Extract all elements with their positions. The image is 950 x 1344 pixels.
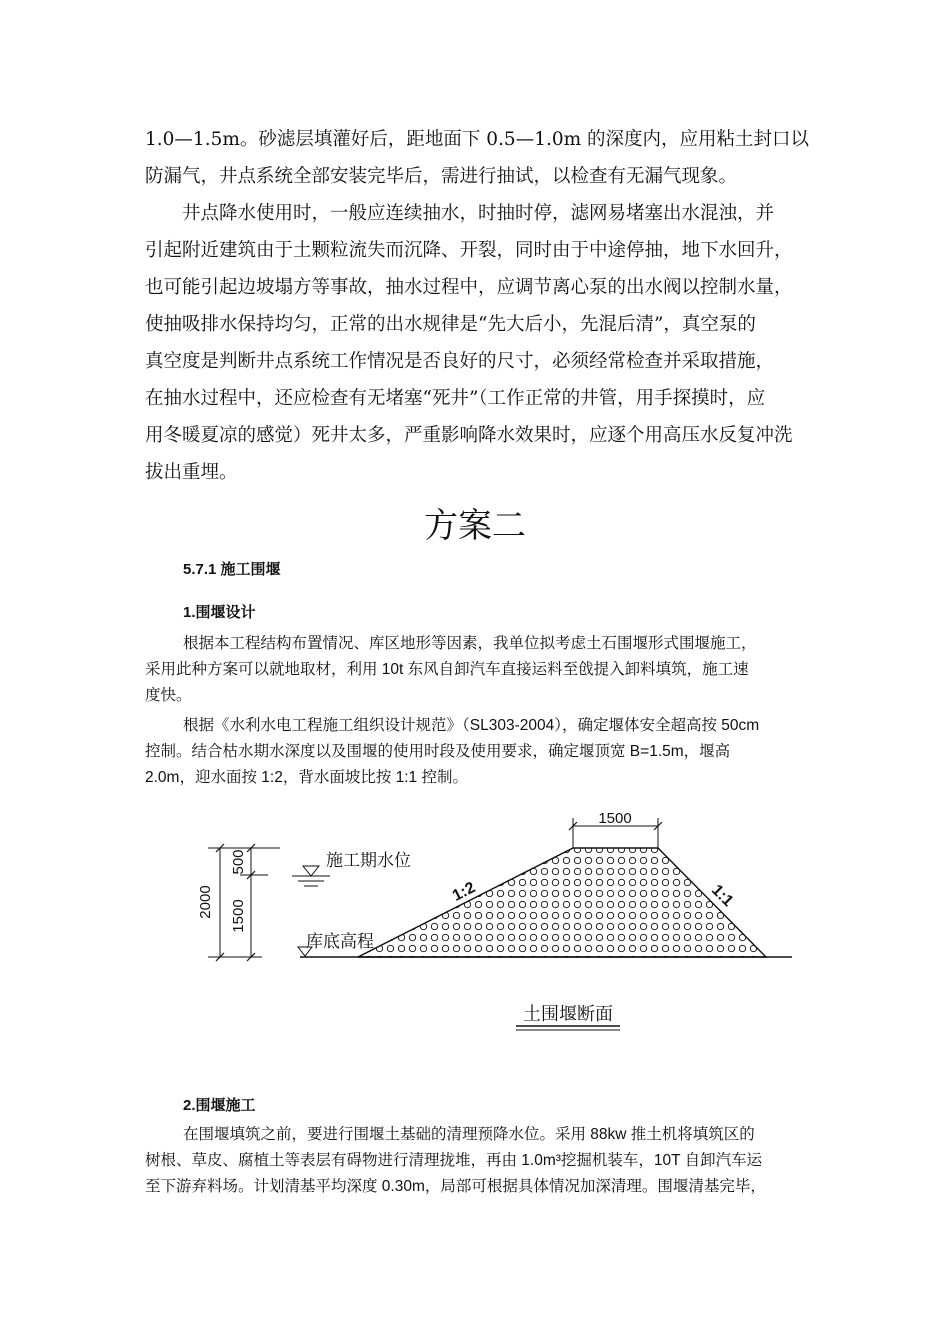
text-line: 至下游弃料场。计划清基平均深度 0.30m，局部可根据具体情况加深清理。围堰清基完毕，: [145, 1178, 766, 1195]
water-level-triangle-icon: [303, 866, 319, 876]
heading-cofferdam: 5.7.1 施工围堰: [183, 561, 281, 578]
text-line: 根据本工程结构布置情况、库区地形等因素，我单位拟考虑土石围堰形式围堰施工，: [183, 635, 757, 652]
height-dimension: [197, 844, 280, 961]
dam-body: [358, 848, 766, 957]
upstream-slope-label: 1:2: [449, 879, 479, 905]
text-line: 2.0m，迎水面按 1:2，背水面坡比按 1:1 控制。: [145, 769, 468, 786]
text-line: 采用此种方案可以就地取材，利用 10t 东风自卸汽车直接运料至戗提入卸料填筑，施工速: [145, 661, 749, 678]
text-line: 使抽吸排水保持均匀，正常的出水规律是“先大后小，先混后清”，真空泵的: [145, 314, 756, 335]
text-line: 控制。结合枯水期水深度以及围堰的使用时段及使用要求，确定堰顶宽 B=1.5m，堰高: [145, 743, 731, 760]
figure-caption: [516, 1004, 620, 1030]
text-line: 树根、草皮、腐植土等表层有碍物进行清理拢堆，再由 1.0m³挖掘机装车，10T 自卸汽车运: [145, 1152, 763, 1169]
text-line: 根据《水利水电工程施工组织设计规范》（SL303-2004），确定堰体安全超高按 50cm: [183, 717, 760, 734]
paragraph-design-1: [145, 631, 815, 709]
text-line: 真空度是判断井点系统工作情况是否良好的尺寸，必须经常检查并采取措施，: [145, 351, 775, 372]
paragraph-sealing: [145, 121, 810, 195]
page-title: 方案二: [424, 506, 526, 546]
bottom-level-marker: [298, 932, 374, 956]
text-line: 防漏气，井点系统全部安装完毕后，需进行抽试，以检查有无漏气现象。: [145, 166, 738, 187]
total-height-label: 2000: [197, 885, 214, 919]
paragraph-construction: [145, 1122, 815, 1200]
paragraph-dewatering: [145, 195, 810, 491]
water-level-label: 施工期水位: [326, 851, 411, 870]
heading-construction: 2.围堰施工: [183, 1097, 256, 1114]
caption-text: 土围堰断面: [523, 1004, 613, 1024]
downstream-slope-label: 1:1: [707, 881, 737, 911]
top-width-label: 1500: [598, 810, 632, 827]
text-line: 在围堰填筑之前，要进行围堰土基础的清理预降水位。采用 88kw 推土机将填筑区的: [183, 1126, 755, 1143]
text-line: 拔出重埋。: [145, 462, 238, 483]
text-line: 1.0—1.5m。砂滤层填灌好后，距地面下 0.5—1.0m 的深度内，应用粘土封口以: [145, 129, 810, 150]
top-width-dimension: [569, 810, 662, 848]
bottom-level-label: 库底高程: [306, 932, 374, 951]
water-depth-label: 1500: [230, 899, 247, 933]
text-line: 也可能引起边坡塌方等事故，抽水过程中，应调节离心泵的出水阀以控制水量，: [145, 277, 793, 298]
text-line: 用冬暖夏凉的感觉）死井太多，严重影响降水效果时，应逐个用高压水反复冲洗: [145, 425, 793, 446]
cofferdam-section-figure: [0, 800, 950, 1040]
text-line: 引起附近建筑由于土颗粒流失而沉降、开裂，同时由于中途停抽，地下水回升，: [145, 240, 793, 261]
water-level-marker: [292, 851, 411, 886]
text-line: 在抽水过程中，还应检查有无堵塞“死井”（工作正常的井管，用手探摸时，应: [145, 388, 766, 409]
text-line: 度快。: [145, 687, 192, 704]
heading-design: 1.围堰设计: [183, 604, 256, 621]
text-line: 井点降水使用时，一般应连续抽水，时抽时停，滤网易堵塞出水混浊，并: [182, 203, 775, 224]
paragraph-design-2: [145, 713, 815, 791]
freeboard-label: 500: [230, 849, 247, 875]
